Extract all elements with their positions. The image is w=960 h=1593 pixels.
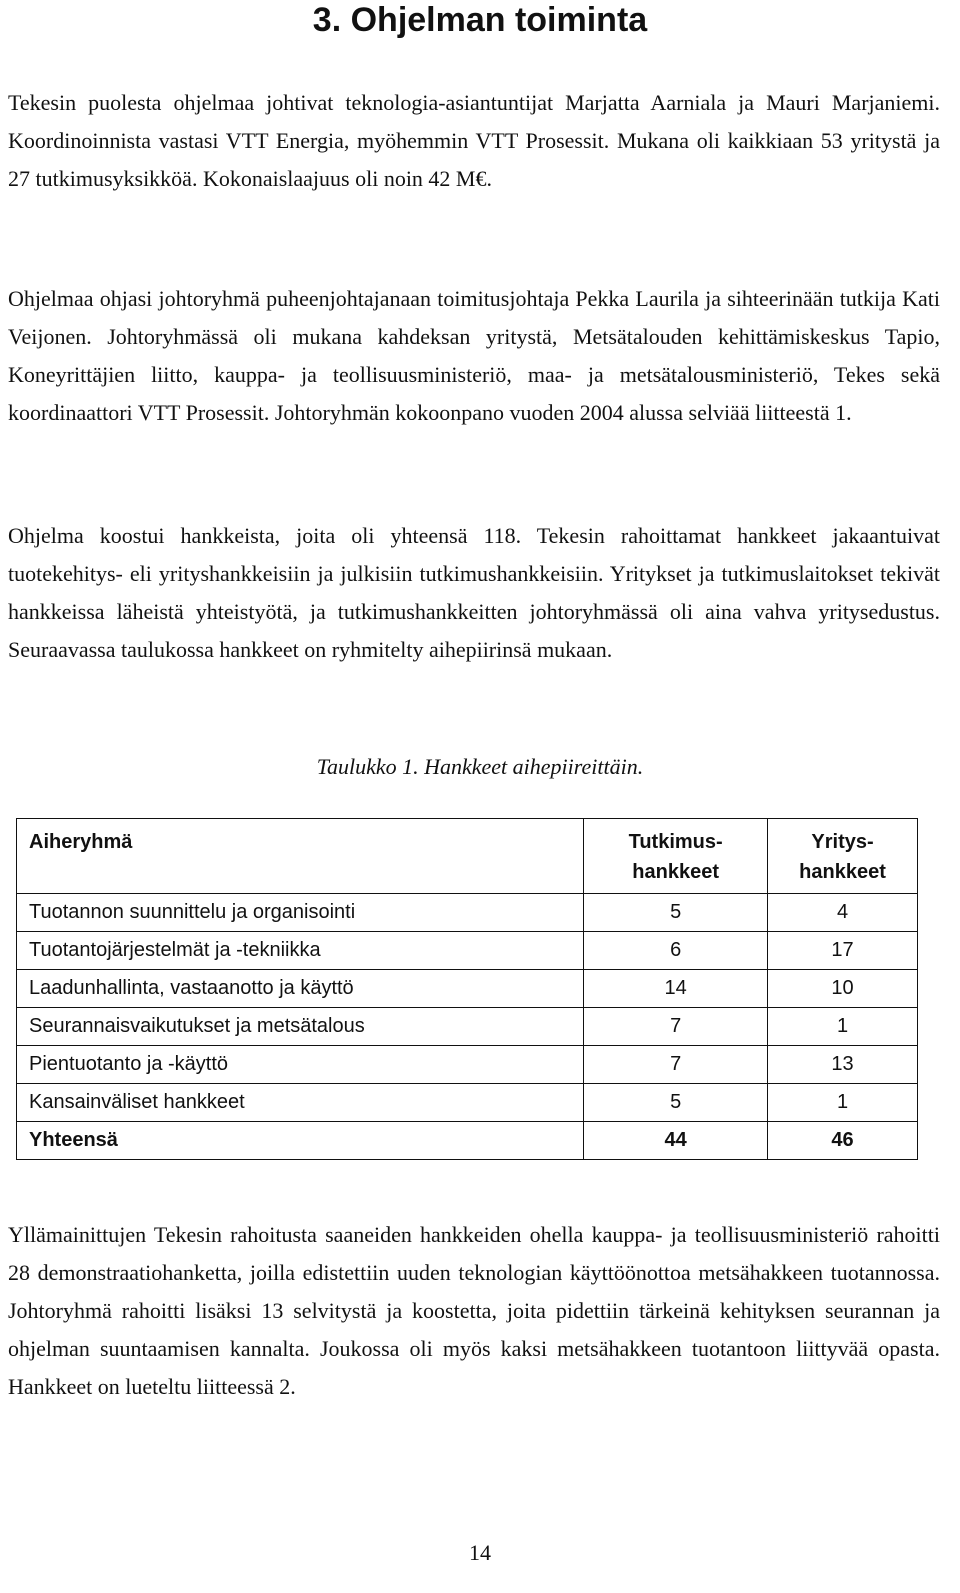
- table-row: [17, 1046, 918, 1084]
- total-company-count: 46: [768, 1122, 918, 1160]
- row-topic: Pientuotanto ja -käyttö: [17, 1046, 584, 1084]
- row-company-count: 1: [768, 1084, 918, 1122]
- row-research-count: 5: [584, 894, 768, 932]
- total-research-count: 44: [584, 1122, 768, 1160]
- paragraph-steering-group: Ohjelmaa ohjasi johtoryhmä puheenjohtajanaan toimitusjohtaja Pekka Laurila ja sihteerinään tutkija Kati Veijonen. Johtoryhmässä oli mukana kahdeksan yritystä, Metsätalouden kehittämiskeskus Tapio, Koneyrittäjien liitto, kauppa- ja teollisuusministeriö, maa- ja metsätalousministeriö, Tekes sekä koordinaattori VTT Prosessit. Johtoryhmän kokoonpano vuoden 2004 alussa selviää liitteestä 1.: [8, 286, 940, 425]
- row-topic: Tuotannon suunnittelu ja organisointi: [17, 894, 584, 932]
- row-company-count: 10: [768, 970, 918, 1008]
- table-row: [17, 970, 918, 1008]
- table-row: [17, 894, 918, 932]
- row-company-count: 4: [768, 894, 918, 932]
- paragraph-demonstration-projects: Yllämainittujen Tekesin rahoitusta saaneiden hankkeiden ohella kauppa- ja teollisuusministeriö rahoitti 28 demonstraatiohanketta, joilla edistettiin uuden teknologian käyttöönottoa metsähakkeen tuotannossa. Johtoryhmä rahoitti lisäksi 13 selvitystä ja koostetta, joita pidettiin tärkeinä kehityksen seurannan ja ohjelman suuntaamisen kannalta. Joukossa oli myös kaksi metsähakkeen tuotantoon liittyvää opasta. Hankkeet on lueteltu liitteessä 2.: [8, 1222, 940, 1399]
- total-label: Yhteensä: [17, 1122, 584, 1160]
- header-research-projects: Tutkimus- hankkeet: [584, 819, 768, 894]
- row-company-count: 17: [768, 932, 918, 970]
- table-caption: Taulukko 1. Hankkeet aihepiireittäin.: [316, 754, 644, 779]
- table-row: [17, 1084, 918, 1122]
- row-company-count: 1: [768, 1008, 918, 1046]
- row-research-count: 5: [584, 1084, 768, 1122]
- table-total-row: [17, 1122, 918, 1160]
- row-research-count: 14: [584, 970, 768, 1008]
- row-research-count: 6: [584, 932, 768, 970]
- paragraph-program-leadership: Tekesin puolesta ohjelmaa johtivat teknologia-asiantuntijat Marjatta Aarniala ja Mauri Marjaniemi. Koordinoinnista vastasi VTT Energia, myöhemmin VTT Prosessit. Mukana oli kaikkiaan 53 yritystä ja 27 tutkimusyksikköä. Kokonaislaajuus oli noin 42 M€.: [8, 90, 940, 191]
- page-number: 14: [469, 1540, 491, 1565]
- row-research-count: 7: [584, 1008, 768, 1046]
- row-company-count: 13: [768, 1046, 918, 1084]
- row-research-count: 7: [584, 1046, 768, 1084]
- row-topic: Kansainväliset hankkeet: [17, 1084, 584, 1122]
- header-company-projects: Yritys- hankkeet: [768, 819, 918, 894]
- section-heading: 3. Ohjelman toiminta: [312, 1, 648, 39]
- table-header-row: [17, 819, 918, 894]
- row-topic: Laadunhallinta, vastaanotto ja käyttö: [17, 970, 584, 1008]
- row-topic: Seurannaisvaikutukset ja metsätalous: [17, 1008, 584, 1046]
- projects-table: [16, 818, 918, 1160]
- paragraph-projects: Ohjelma koostui hankkeista, joita oli yhteensä 118. Tekesin rahoittamat hankkeet jakaantuivat tuotekehitys- eli yrityshankkeisiin ja julkisiin tutkimushankkeisiin. Yritykset ja tutkimuslaitokset tekivät hankkeissa läheistä yhteistyötä, ja tutkimushankkeitten johtoryhmässä oli aina vahva yritysedustus. Seuraavassa taulukossa hankkeet on ryhmitelty aihepiirinsä mukaan.: [8, 523, 940, 662]
- table-row: [17, 1008, 918, 1046]
- header-topic-group: Aiheryhmä: [17, 819, 584, 894]
- row-topic: Tuotantojärjestelmät ja -tekniikka: [17, 932, 584, 970]
- table-row: [17, 932, 918, 970]
